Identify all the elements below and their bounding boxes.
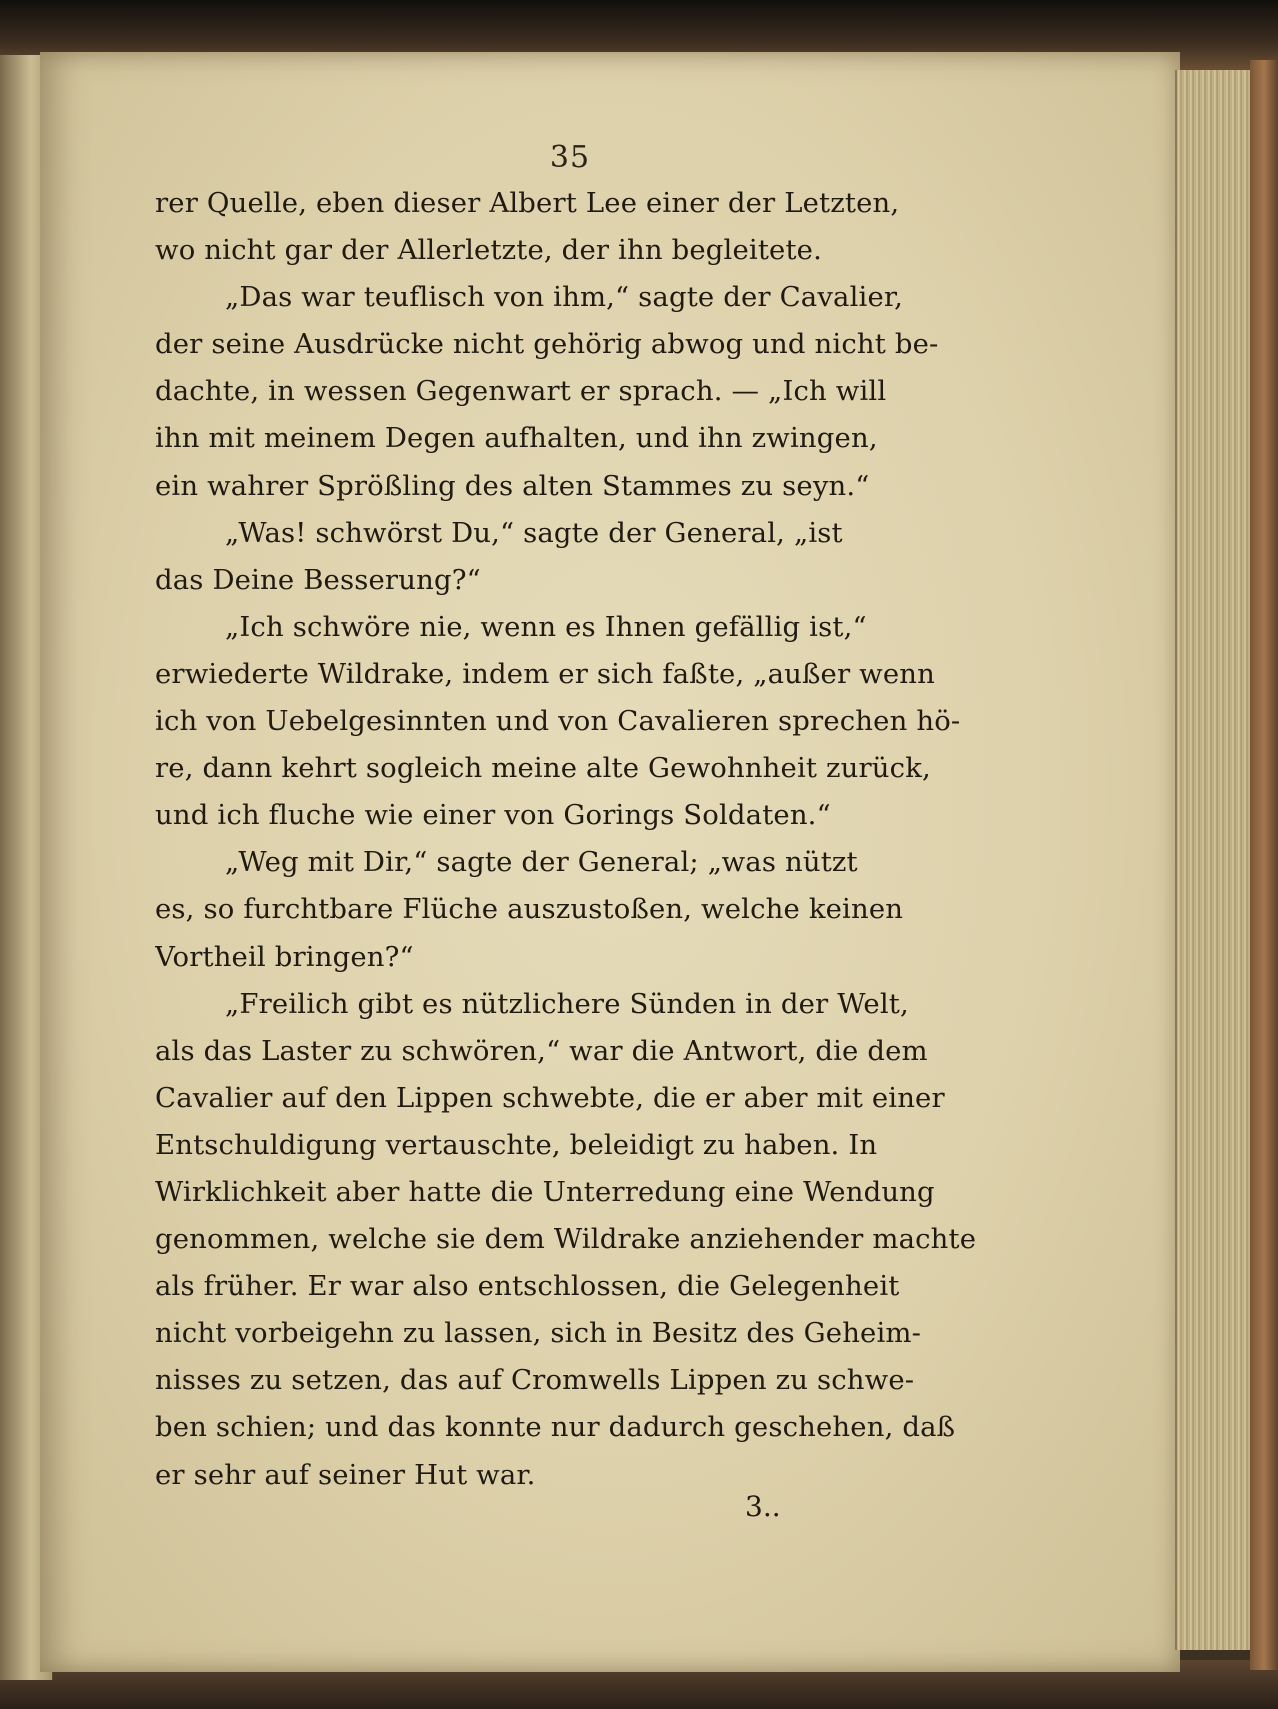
text-line: ich von Uebelgesinnten und von Cavalieren sprechen hö-: [155, 705, 961, 738]
text-line: Vortheil bringen?“: [155, 940, 414, 973]
text-line: „Das war teuflisch von ihm,“ sagte der Cavalier,: [225, 281, 904, 314]
text-line: ihn mit meinem Degen aufhalten, und ihn zwingen,: [155, 422, 878, 455]
signature-mark: 3..: [745, 1490, 781, 1523]
text-line: Wirklichkeit aber hatte die Unterredung eine Wendung: [155, 1175, 935, 1208]
text-line: es, so furchtbare Flüche auszustoßen, welche keinen: [155, 893, 904, 926]
text-line: als früher. Er war also entschlossen, die Gelegenheit: [155, 1270, 900, 1303]
text-line: „Weg mit Dir,“ sagte der General; „was nützt: [225, 846, 858, 879]
text-line: ein wahrer Sprößling des alten Stammes zu seyn.“: [155, 469, 870, 502]
text-line: rer Quelle, eben dieser Albert Lee einer der Letzten,: [155, 187, 900, 219]
text-line: als das Laster zu schwören,“ war die Antwort, die dem: [155, 1034, 928, 1067]
text-line: der seine Ausdrücke nicht gehörig abwog und nicht be-: [155, 328, 939, 361]
text-line: „Was! schwörst Du,“ sagte der General, „ist: [225, 516, 843, 549]
text-line: „Freilich gibt es nützlichere Sünden in der Welt,: [225, 987, 909, 1020]
text-line: er sehr auf seiner Hut war.: [155, 1458, 536, 1491]
text-line: nisses zu setzen, das auf Cromwells Lippen zu schwe-: [155, 1364, 915, 1397]
text-line: das Deine Besserung?“: [155, 563, 481, 596]
page-number: 35: [549, 140, 591, 175]
text-line: Entschuldigung vertauschte, beleidigt zu haben. In: [155, 1128, 878, 1161]
text-line: und ich fluche wie einer von Gorings Soldaten.“: [155, 799, 831, 832]
text-line: Cavalier auf den Lippen schwebte, die er aber mit einer: [155, 1081, 945, 1114]
text-line: ben schien; und das konnte nur dadurch geschehen, daß: [155, 1411, 956, 1444]
text-line: wo nicht gar der Allerletzte, der ihn begleitete.: [155, 234, 823, 267]
text-line: erwiederte Wildrake, indem er sich faßte, „außer wenn: [155, 657, 936, 690]
page-block-edges: [1175, 70, 1257, 1650]
text-line: genommen, welche sie dem Wildrake anziehender machte: [155, 1223, 977, 1256]
body-text: [155, 180, 995, 1499]
book-fore-edge: [1250, 60, 1278, 1670]
text-line: re, dann kehrt sogleich meine alte Gewohnheit zurück,: [155, 752, 931, 785]
text-line: nicht vorbeigehn zu lassen, sich in Besitz des Geheim-: [155, 1317, 922, 1350]
text-line: „Ich schwöre nie, wenn es Ihnen gefällig ist,“: [225, 610, 867, 643]
text-line: dachte, in wessen Gegenwart er sprach. — „Ich will: [155, 375, 887, 408]
